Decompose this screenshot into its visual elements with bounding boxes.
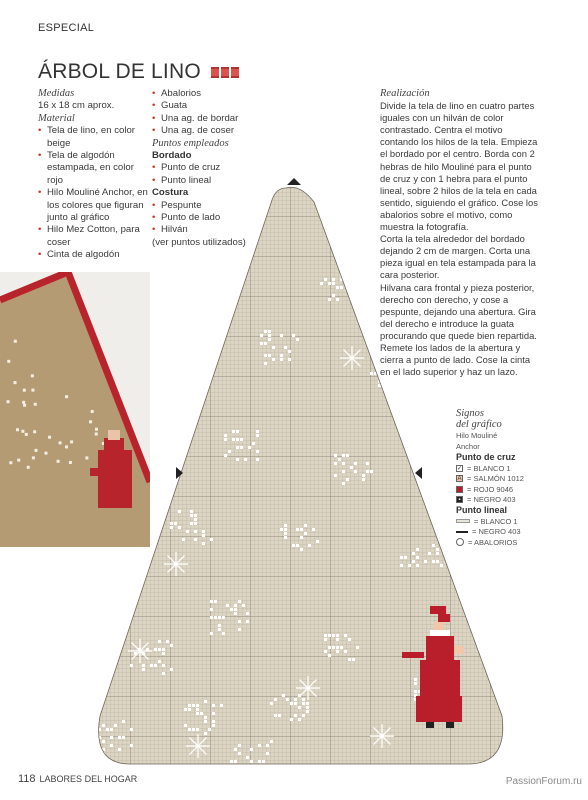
page-number: 118 xyxy=(18,773,36,785)
legend-label: = NEGRO 403 xyxy=(467,495,516,505)
stitches-heading: Puntos empleados xyxy=(152,137,229,149)
material-item: • Tela de lino, en color beige xyxy=(38,125,148,150)
page-footer xyxy=(18,773,137,785)
instructions-p1: Divide la tela de lino en cuatro partes iguales con un hilván de color contrastado. Centra el motivo contando los hilos de la tela. Empieza el bordado por el centro. Borda con 2 hebras de hilo Mouliné para el punto de cruz y con 1 hebra para el punto lineal, sobre 2 hilos de la tela en cada sentido, siguiendo el gráfico. Cose los abalorios sobre el motivo, como muestra la fotografía. xyxy=(380,100,538,233)
cross-stitch-chart xyxy=(90,176,512,768)
measures-heading: Medidas xyxy=(38,88,75,99)
bead-icon xyxy=(456,538,464,546)
legend-label: = ROJO 9046 xyxy=(467,484,514,494)
instructions-p3: Hilvana cara frontal y pieza posterior, derecho con derecho, y cose a pespunte, dejando una abertura. Gira del derecho e introduce la guata procurando que quede bien repartida. Remete los lados de la abertura y cierra a punto de lado. Cose la cinta en el lado superior y haz un lazo. xyxy=(380,281,537,378)
legend-row-cross xyxy=(456,474,566,485)
cross-legend-list xyxy=(456,463,566,505)
legend-row-cross xyxy=(456,484,566,495)
embroidery-item: • Punto lineal xyxy=(152,175,262,187)
color-swatch-icon: ✓ xyxy=(457,465,463,472)
color-swatch-icon: A xyxy=(457,476,462,483)
material-item: • Una ag. de coser xyxy=(152,125,262,137)
legend-brand-1: Hilo Mouliné xyxy=(456,431,498,440)
legend-row-line xyxy=(456,527,566,538)
sewing-item: • Pespunte xyxy=(152,200,262,212)
material-item: • Cinta de algodón xyxy=(38,249,148,261)
material-item: • Una ag. de bordar xyxy=(152,113,262,125)
line-legend-list xyxy=(456,516,566,537)
legend-heading-1: Signos xyxy=(456,408,485,419)
line-swatch-icon xyxy=(456,531,468,533)
legend-row-line xyxy=(456,516,566,527)
legend-label: = NEGRO 403 xyxy=(472,527,521,537)
legend-label: = BLANCO 1 xyxy=(474,516,518,526)
section-label: ESPECIAL xyxy=(38,22,95,34)
legend-label: = SALMÓN 1012 xyxy=(467,474,524,484)
title-row xyxy=(38,60,239,84)
cross-heading: Punto de cruz xyxy=(456,452,516,462)
material-heading: Material xyxy=(38,112,75,124)
embroidery-heading: Bordado xyxy=(152,150,192,162)
instructions-p2: Corta la tela alrededor del bordado dejando 2 cm de margen. Corta una pieza igual en tela estampada para la cara posterior. xyxy=(380,233,536,281)
material-item: • Hilo Mez Cotton, para coser xyxy=(38,224,148,249)
legend-brand-2: Anchor xyxy=(456,442,480,451)
embroidery-item: • Punto de cruz xyxy=(152,162,262,174)
legend-label: = BLANCO 1 xyxy=(467,463,511,473)
color-swatch-icon: ▪ xyxy=(456,496,463,503)
chart-legend xyxy=(456,408,566,548)
legend-row-beads xyxy=(456,537,566,548)
center-marker-right xyxy=(415,467,422,479)
magazine-name: LABORES DEL HOGAR xyxy=(39,774,138,784)
measures-value: 16 x 18 cm aprox. xyxy=(38,100,115,112)
legend-row-cross xyxy=(456,463,566,474)
line-swatch-icon xyxy=(456,519,470,523)
line-heading: Punto lineal xyxy=(456,505,508,515)
sewing-item: • Hilván xyxy=(152,224,262,236)
page-title: ÁRBOL DE LINO xyxy=(38,60,201,83)
material-item: • Guata xyxy=(152,100,262,112)
material-item: • Tela de algodón estampada, en color rojo xyxy=(38,150,148,187)
instructions-heading: Realización xyxy=(380,88,430,99)
legend-bead-label: = ABALORIOS xyxy=(468,537,518,547)
spool-icon xyxy=(211,67,239,78)
sewing-item: • Punto de lado xyxy=(152,212,262,224)
watermark: PassionForum.ru xyxy=(505,776,582,787)
center-marker-top xyxy=(287,178,301,185)
sewing-heading: Costura xyxy=(152,187,189,199)
material-item: • Abalorios xyxy=(152,88,262,100)
legend-heading-2: del gráfico xyxy=(456,419,502,430)
color-swatch-icon xyxy=(456,486,463,493)
legend-row-cross xyxy=(456,495,566,506)
material-list-2 xyxy=(152,88,262,138)
see-note: (ver puntos utilizados) xyxy=(152,236,246,248)
tree-grid xyxy=(90,176,512,768)
material-item: • Hilo Mouliné Anchor, en los colores que figuran junto al gráfico xyxy=(38,187,148,224)
